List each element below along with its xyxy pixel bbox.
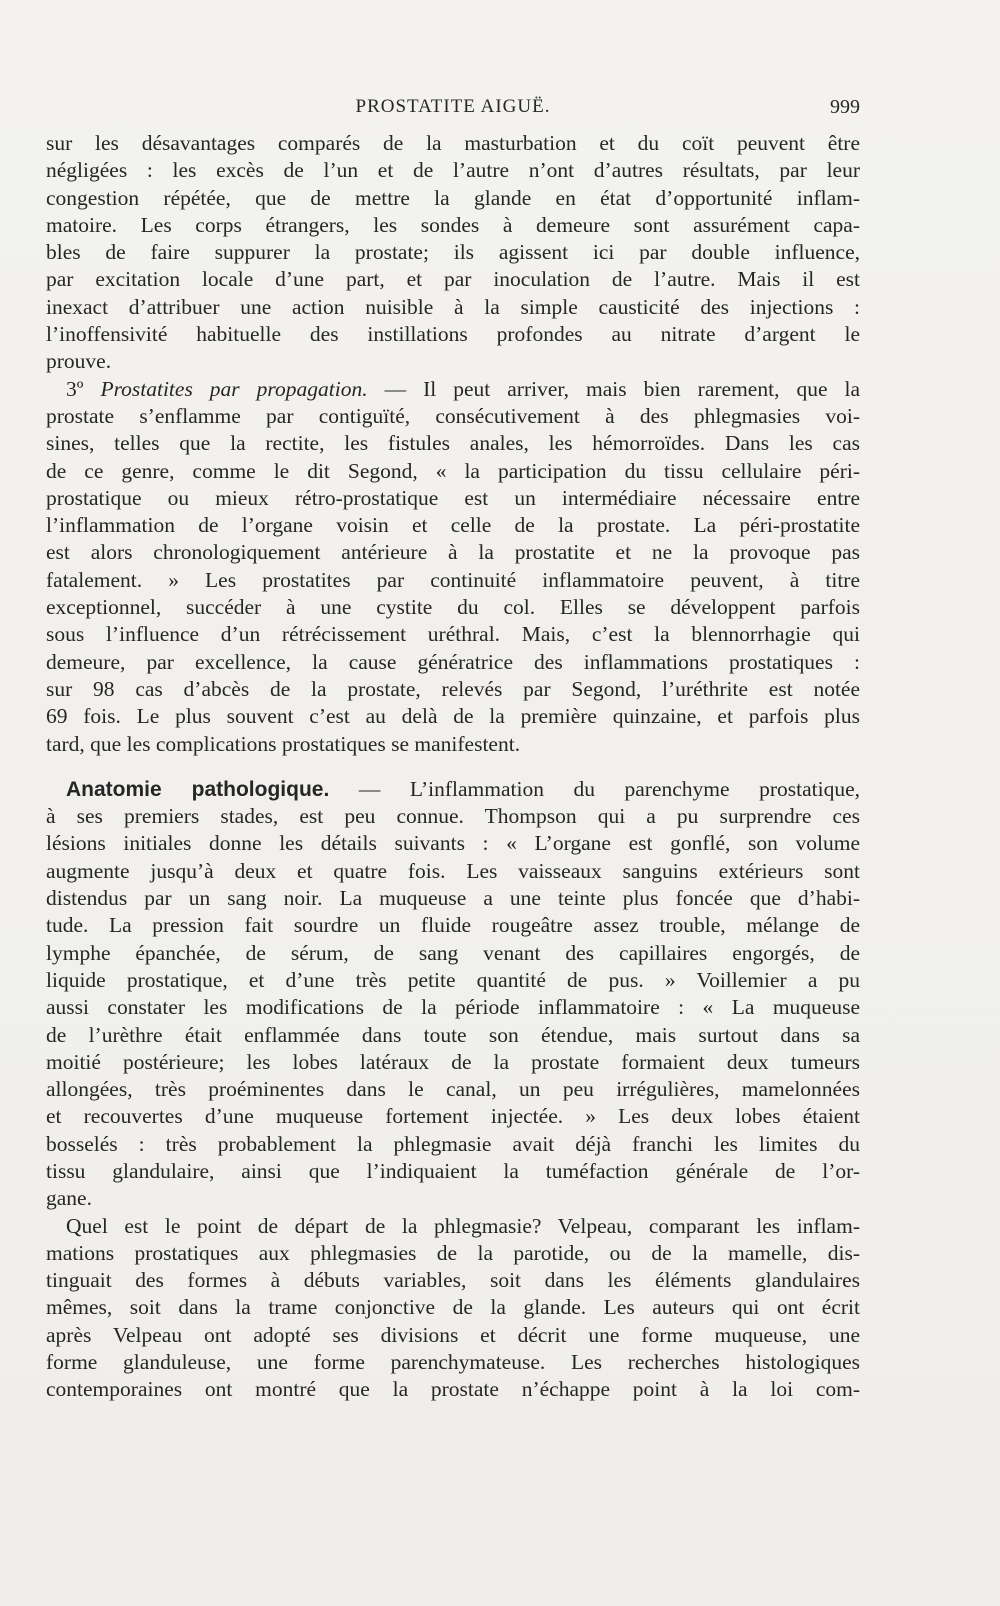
text-line: contemporaines ont montré que la prostate n’échappe point à la loi com- [46, 1377, 860, 1402]
body-text [46, 130, 860, 1404]
text-line: congestion répétée, que de mettre la glande en état d’opportunité inflam- [46, 185, 860, 210]
text-line: bosselés : très probablement la phlegmasie avait déjà franchi les limites du [46, 1131, 860, 1156]
text-line: l’inflammation de l’organe voisin et celle de la prostate. La péri-prostatite [46, 513, 860, 538]
text-line: lymphe épanchée, de sérum, de sang venant des capillaires engorgés, de [46, 940, 860, 965]
paragraph-propagation [46, 376, 860, 758]
text-line: prostatique ou mieux rétro-prostatique est un intermédiaire nécessaire entre [46, 485, 860, 510]
text-line: sur les désavantages comparés de la masturbation et du coït peuvent être [46, 131, 860, 155]
text-line: à ses premiers stades, est peu connue. Thompson qui a pu surprendre ces [46, 804, 860, 829]
text-line: matoire. Les corps étrangers, les sondes à demeure sont assurément capa- [46, 212, 860, 237]
text-line [46, 376, 860, 403]
italic-subtitle: Prostatites par propagation. [100, 376, 368, 401]
section-heading: Anatomie pathologique. [66, 777, 330, 801]
text-line: tissu glandulaire, ainsi que l’indiquaient la tuméfaction générale de l’or- [46, 1158, 860, 1183]
text-line: de l’urèthre était enflammée dans toute son étendue, mais surtout dans sa [46, 1022, 860, 1047]
text-line: l’inoffensivité habituelle des instillations profondes au nitrate d’argent le [46, 322, 860, 347]
text-line: tard, que les complications prostatiques se manifestent. [46, 731, 521, 756]
text-line: sines, telles que la rectite, les fistules anales, les hémorroïdes. Dans les cas [46, 431, 860, 456]
text-line: de ce genre, comme le dit Segond, « la participation du tissu cellulaire péri- [46, 458, 860, 483]
running-title: PROSTATITE AIGUË. [355, 96, 551, 117]
text-line: 69 fois. Le plus souvent c’est au delà de la première quinzaine, et parfois plus [46, 704, 860, 729]
text-line: et recouvertes d’une muqueuse fortement injectée. » Les deux lobes étaient [46, 1104, 860, 1129]
text-line: sous l’influence d’un rétrécissement uréthral. Mais, c’est la blennorrhagie qui [46, 622, 860, 647]
text-run: — Il peut arriver, mais bien rarement, que la [367, 376, 861, 401]
text-line: après Velpeau ont adopté ses divisions et décrit une forme muqueuse, une [46, 1322, 860, 1347]
running-head [46, 96, 860, 124]
text-line: Quel est le point de départ de la phlegmasie? Velpeau, comparant les inflam- [66, 1213, 860, 1238]
text-line: liquide prostatique, et d’une très petite quantité de pus. » Voillemier a pu [46, 967, 860, 992]
text-line: tinguait des formes à débuts variables, soit dans les éléments glandulaires [46, 1268, 860, 1293]
text-line: par excitation locale d’une part, et par inoculation de l’autre. Mais il est [46, 267, 860, 292]
text-line [46, 776, 860, 803]
text-line: fatalement. » Les prostatites par continuité inflammatoire peuvent, à titre [46, 567, 860, 592]
text-line: inexact d’attribuer une action nuisible à la simple causticité des injections : [46, 294, 860, 319]
text-line: allongées, très proéminentes dans le canal, un peu irrégulières, mamelonnées [46, 1077, 860, 1102]
text-line: exceptionnel, succéder à une cystite du col. Elles se développent parfois [46, 595, 860, 620]
page-number: 999 [830, 96, 860, 118]
text-line: mations prostatiques aux phlegmasies de la parotide, ou de la mamelle, dis- [46, 1240, 860, 1265]
text-line: lésions initiales donne les détails suivants : « L’organe est gonflé, son volume [46, 831, 860, 856]
text-line: aussi constater les modifications de la période inflammatoire : « La muqueuse [46, 995, 860, 1020]
paragraph-origin [46, 1213, 860, 1404]
text-line: forme glanduleuse, une forme parenchymateuse. Les recherches histologiques [46, 1350, 860, 1375]
paragraph-number: 3º [66, 376, 84, 401]
text-line: prouve. [46, 349, 112, 374]
text-line: prostate s’enflamme par contiguïté, consécutivement à des phlegmasies voi- [46, 403, 860, 428]
section-spacer [46, 758, 860, 776]
text-line: gane. [46, 1186, 92, 1211]
text-line: tude. La pression fait sourdre un fluide rougeâtre assez trouble, mélange de [46, 913, 860, 938]
text-line: demeure, par excellence, la cause génératrice des inflammations prostatiques : [46, 649, 860, 674]
text-run: — L’inflammation du parenchyme prostatique, [329, 776, 860, 801]
text-line: moitié postérieure; les lobes latéraux de la prostate formaient deux tumeurs [46, 1049, 860, 1074]
text-line: est alors chronologiquement antérieure à la prostatite et ne la provoque pas [46, 540, 860, 565]
text-line: bles de faire suppurer la prostate; ils agissent ici par double influence, [46, 240, 860, 265]
text-line: sur 98 cas d’abcès de la prostate, relevés par Segond, l’uréthrite est notée [46, 676, 860, 701]
text-line: distendus par un sang noir. La muqueuse a une teinte plus foncée que d’habi- [46, 886, 860, 911]
text-line: mêmes, soit dans la trame conjonctive de la glande. Les auteurs qui ont écrit [46, 1295, 860, 1320]
text-line: augmente jusqu’à deux et quatre fois. Les vaisseaux sanguins extérieurs sont [46, 858, 860, 883]
section-anatomy [46, 776, 860, 1213]
text-line: négligées : les excès de l’un et de l’autre n’ont d’autres résultats, par leur [46, 158, 860, 183]
paragraph-causes [46, 130, 860, 376]
